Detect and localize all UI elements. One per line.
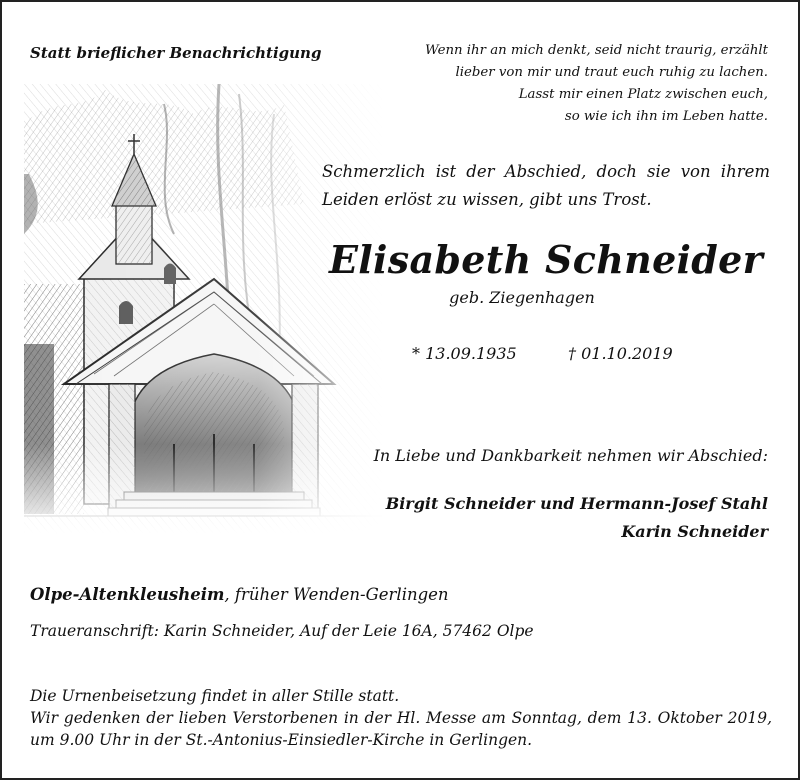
service-notice — [30, 685, 772, 751]
chapel-illustration — [24, 84, 384, 534]
sorrow-text — [322, 158, 770, 214]
poem-line: so wie ich ihn im Leben hatte. — [564, 109, 768, 124]
sorrow-line: Schmerzlich ist der Abschied, doch sie von ihrem — [322, 162, 770, 181]
place-current: Olpe-Altenkleusheim — [30, 585, 225, 604]
family-member: Birgit Schneider und Hermann-Josef Stahl — [385, 494, 768, 513]
intro-heading: Statt brieflicher Benachrichtigung — [30, 44, 322, 62]
family-member: Karin Schneider — [621, 522, 768, 541]
notice-line: um 9.00 Uhr in der St.-Antonius-Einsiedler-Kirche in Gerlingen. — [30, 731, 533, 749]
farewell-line: In Liebe und Dankbarkeit nehmen wir Abschied: — [373, 446, 768, 465]
birth-date: * 13.09.1935 — [412, 344, 517, 363]
poem-line: Lasst mir einen Platz zwischen euch, — [518, 87, 768, 102]
poem — [425, 40, 768, 128]
birth-name: geb. Ziegenhagen — [449, 288, 595, 307]
notice-line: Wir gedenken der lieben Verstorbenen in der Hl. Messe am Sonntag, dem 13. Oktober 2019, — [30, 709, 772, 727]
poem-line: lieber von mir und traut euch ruhig zu lachen. — [455, 65, 768, 80]
poem-line: Wenn ihr an mich denkt, seid nicht traurig, erzählt — [425, 43, 768, 58]
place-former: , früher Wenden-Gerlingen — [224, 585, 449, 604]
sorrow-line: Leiden erlöst zu wissen, gibt uns Trost. — [322, 190, 652, 209]
place-line — [30, 585, 449, 604]
deceased-name: Elisabeth Schneider — [329, 237, 763, 282]
death-date: † 01.10.2019 — [568, 344, 673, 363]
family-list — [386, 490, 768, 546]
mourning-address: Traueranschrift: Karin Schneider, Auf der Leie 16A, 57462 Olpe — [30, 622, 534, 640]
notice-line: Die Urnenbeisetzung findet in aller Stille statt. — [30, 687, 400, 705]
